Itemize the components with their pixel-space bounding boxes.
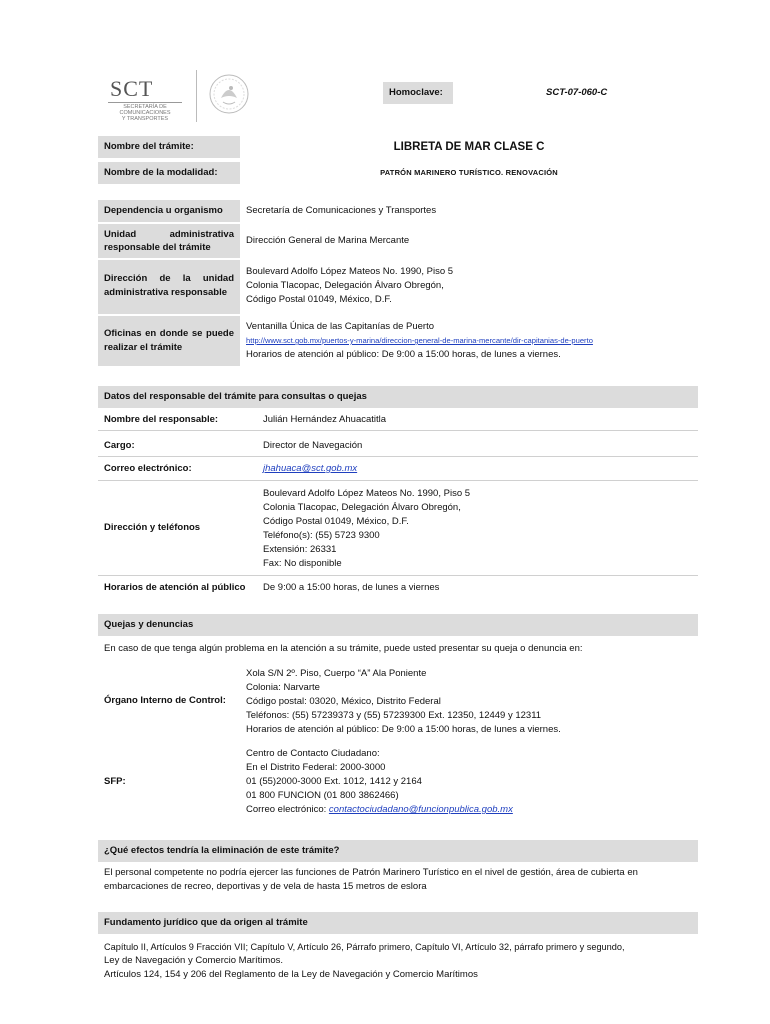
- dependencia-label: Dependencia u organismo: [98, 200, 240, 222]
- direccion-telefonos-line: Colonia Tlacopac, Delegación Álvaro Obregón,: [263, 502, 461, 513]
- sfp-line: 01 800 FUNCION (01 800 3862466): [246, 790, 399, 801]
- sfp-label: SFP:: [104, 776, 126, 787]
- sct-sub-3: Y TRANSPORTES: [121, 116, 169, 122]
- direccion-telefonos-line: Código Postal 01049, México, D.F.: [263, 516, 409, 527]
- divider: [98, 575, 698, 576]
- oic-line: Xola S/N 2º. Piso, Cuerpo “A” Ala Poniente: [246, 668, 427, 679]
- nombre-tramite-label: Nombre del trámite:: [98, 136, 240, 158]
- direccion-telefonos-line: Extensión: 26331: [263, 544, 337, 555]
- oficinas-value: [246, 320, 593, 362]
- sct-logo-text: SCT: [110, 76, 154, 101]
- unidad-label-line2: responsable del trámite: [104, 242, 211, 253]
- logo-rule: [108, 102, 182, 103]
- direccion-label-line1: Dirección de la unidad: [104, 273, 234, 284]
- oficinas-line3: Horarios de atención al público: De 9:00 a 15:00 horas, de lunes a viernes.: [246, 349, 561, 360]
- oficinas-label-line1: Oficinas en donde se puede: [104, 328, 234, 339]
- direccion-label: [98, 260, 240, 314]
- oic-line: Código postal: 03020, México, Distrito Federal: [246, 696, 441, 707]
- sfp-line: 01 (55)2000-3000 Ext. 1012, 1412 y 2164: [246, 776, 422, 787]
- direccion-telefonos-line: Teléfono(s): (55) 5723 9300: [263, 530, 380, 541]
- divider: [98, 430, 698, 431]
- responsable-nombre-value: Julián Hernández Ahuacatitla: [263, 414, 387, 425]
- direccion-telefonos-value: [263, 487, 470, 571]
- dependencia-value: Secretaría de Comunicaciones y Transportes: [246, 205, 437, 216]
- fundamento-section-title: Fundamento jurídico que da origen al trámite: [98, 912, 698, 934]
- direccion-telefonos-label: Dirección y teléfonos: [104, 522, 201, 533]
- oficinas-label: [98, 316, 240, 366]
- sfp-email-line: [246, 803, 513, 817]
- direccion-label-line2: administrativa responsable: [104, 287, 228, 298]
- horarios-value: De 9:00 a 15:00 horas, de lunes a viernes: [263, 582, 440, 593]
- capitanias-link[interactable]: http://www.sct.gob.mx/puertos-y-marina/direccion-general-de-marina-mercante/dir-capitanias-de-puerto: [246, 336, 593, 345]
- correo-label: Correo electrónico:: [104, 463, 192, 474]
- oic-line: Teléfonos: (55) 57239373 y (55) 57239300 Ext. 12350, 12449 y 12311: [246, 710, 542, 721]
- direccion-line: Boulevard Adolfo López Mateos No. 1990, Piso 5: [246, 266, 454, 277]
- coat-of-arms-icon: [208, 72, 250, 116]
- quejas-section-title: Quejas y denuncias: [98, 614, 698, 636]
- cargo-label: Cargo:: [104, 440, 135, 451]
- fundamento-line: Ley de Navegación y Comercio Marítimos.: [104, 955, 283, 966]
- responsable-nombre-label: Nombre del responsable:: [104, 414, 219, 425]
- modalidad-value: PATRÓN MARINERO TURÍSTICO. RENOVACIÓN: [380, 168, 558, 177]
- responsable-section-title: Datos del responsable del trámite para consultas o quejas: [98, 386, 698, 408]
- efectos-line: embarcaciones de recreo, deportivas y de vela de hasta 15 metros de eslora: [104, 881, 427, 892]
- unidad-label: [98, 224, 240, 258]
- divider: [98, 480, 698, 481]
- efectos-text: [104, 866, 698, 894]
- oficinas-label-line2: realizar el trámite: [104, 342, 183, 353]
- sfp-line: En el Distrito Federal: 2000-3000: [246, 762, 386, 773]
- nombre-tramite-value: LIBRETA DE MAR CLASE C: [393, 141, 545, 153]
- logo-divider: [196, 70, 197, 122]
- direccion-line: Colonia Tlacopac, Delegación Álvaro Obregón,: [246, 280, 444, 291]
- cargo-value: Director de Navegación: [263, 440, 363, 451]
- homoclave-label: Homoclave:: [383, 82, 453, 104]
- direccion-line: Código Postal 01049, México, D.F.: [246, 294, 392, 305]
- direccion-telefonos-line: Boulevard Adolfo López Mateos No. 1990, Piso 5: [263, 488, 471, 499]
- oic-value: [246, 667, 561, 737]
- oficinas-line1: Ventanilla Única de las Capitanías de Puerto: [246, 321, 435, 332]
- direccion-value: [246, 265, 453, 307]
- oic-line: Horarios de atención al público: De 9:00 a 15:00 horas, de lunes a viernes.: [246, 724, 561, 735]
- sfp-line: Centro de Contacto Ciudadano:: [246, 748, 380, 759]
- sct-sub-1: SECRETARÍA DE: [123, 104, 167, 110]
- modalidad-label: Nombre de la modalidad:: [98, 162, 240, 184]
- oic-line: Colonia: Narvarte: [246, 682, 320, 693]
- fundamento-line: Capítulo II, Artículos 9 Fracción VII; Capítulo V, Artículo 26, Párrafo primero, Capítulo VI, Artículo 32, párrafo primero y segundo,: [104, 942, 625, 952]
- quejas-intro: En caso de que tenga algún problema en la atención a su trámite, puede usted presentar su queja o denuncia en:: [104, 643, 583, 654]
- efectos-section-title: ¿Qué efectos tendría la eliminación de este trámite?: [98, 840, 698, 862]
- divider: [98, 456, 698, 457]
- oic-label: Órgano Interno de Control:: [104, 695, 226, 706]
- sfp-value: [246, 747, 513, 817]
- sfp-email-prefix: Correo electrónico:: [246, 804, 329, 815]
- sct-logo: [100, 70, 260, 122]
- homoclave-value: SCT-07-060-C: [546, 87, 608, 98]
- efectos-line: El personal competente no podría ejercer las funciones de Patrón Marinero Turístico en el nivel de gestión, área de cubierta en: [104, 867, 638, 878]
- fundamento-line: Artículos 124, 154 y 206 del Reglamento de la Ley de Navegación y Comercio Marítimos: [104, 969, 478, 980]
- unidad-value: Dirección General de Marina Mercante: [246, 235, 410, 246]
- fundamento-text: [104, 940, 698, 982]
- direccion-telefonos-line: Fax: No disponible: [263, 558, 342, 569]
- unidad-label-line1: Unidad administrativa: [104, 229, 234, 240]
- horarios-label: Horarios de atención al público: [104, 582, 246, 593]
- sfp-email-link[interactable]: contactociudadano@funcionpublica.gob.mx: [328, 804, 513, 815]
- correo-link[interactable]: jhahuaca@sct.gob.mx: [263, 463, 358, 474]
- sct-sub-2: COMUNICACIONES: [119, 110, 171, 116]
